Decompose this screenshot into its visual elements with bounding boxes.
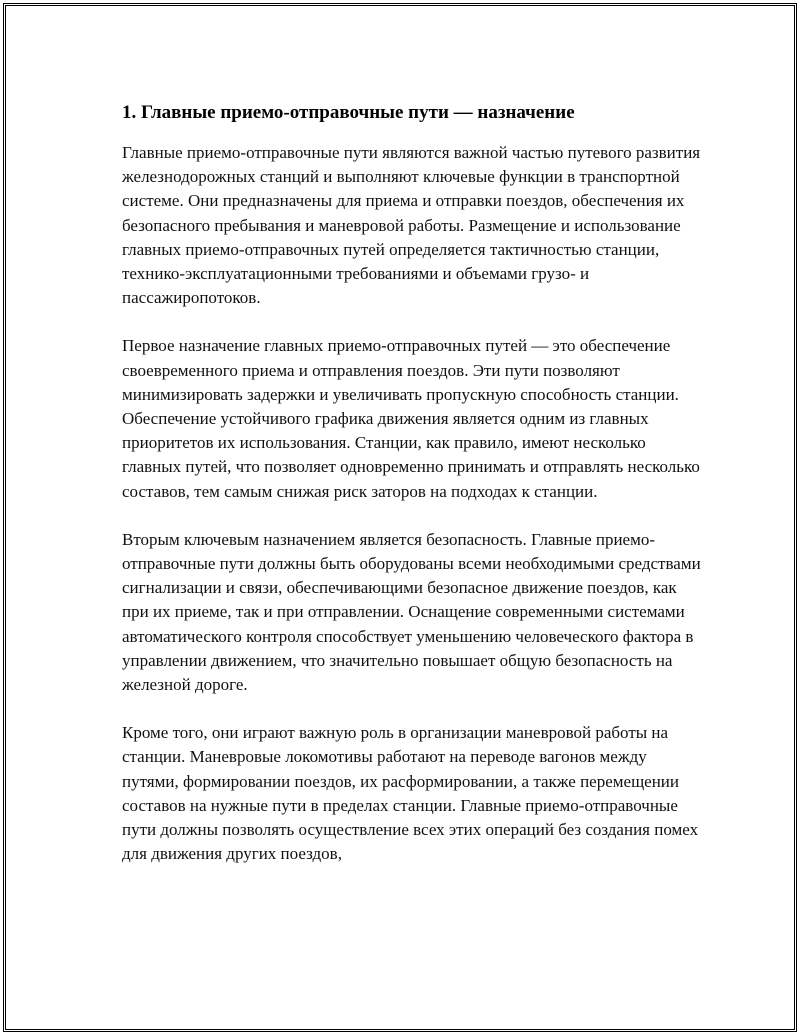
page-frame (3, 3, 797, 1032)
paragraph-1: Главные приемо-отправочные пути являются важной частью путевого развития железнодорожных станций и выполняют ключевые функции в транспортной системе. Они предназначены для приема и отправки поездов, обеспечения их безопасного пребывания и маневровой работы. Размещение и использование главных приемо-отправочных путей определяется тактичностью станции, технико-эксплуатационными требованиями и объемами грузо- и пассажиропотоков. (122, 143, 701, 308)
section-heading: 1. Главные приемо-отправочные пути — назначение (122, 102, 575, 123)
paragraph-2: Первое назначение главных приемо-отправочных путей — это обеспечение своевременного приема и отправления поездов. Эти пути позволяют минимизировать задержки и увеличивать пропускную способность станции. Обеспечение устойчивого графика движения является одним из главных приоритетов их использования. Станции, как правило, имеют несколько главных путей, что позволяет одновременно принимать и отправлять несколько составов, тем самым снижая риск заторов на подходах к станции. (122, 336, 700, 501)
paragraph-3: Вторым ключевым назначением является безопасность. Главные приемо-отправочные пути должны быть оборудованы всеми необходимыми средствами сигнализации и связи, обеспечивающими безопасное движение поездов, как при их приеме, так и при отправлении. Оснащение современными системами автоматического контроля способствует уменьшению человеческого фактора в управлении движением, что значительно повышает общую безопасность на железной дороге. (122, 529, 701, 695)
document-body (122, 99, 702, 866)
paragraph-4: Кроме того, они играют важную роль в организации маневровой работы на станции. Маневровые локомотивы работают на переводе вагонов между путями, формировании поездов, их расформировании, а также перемещении составов на нужные пути в пределах станции. Главные приемо-отправочные пути должны позволять осуществление всех этих операций без создания помех для движения других поездов, (122, 723, 699, 864)
